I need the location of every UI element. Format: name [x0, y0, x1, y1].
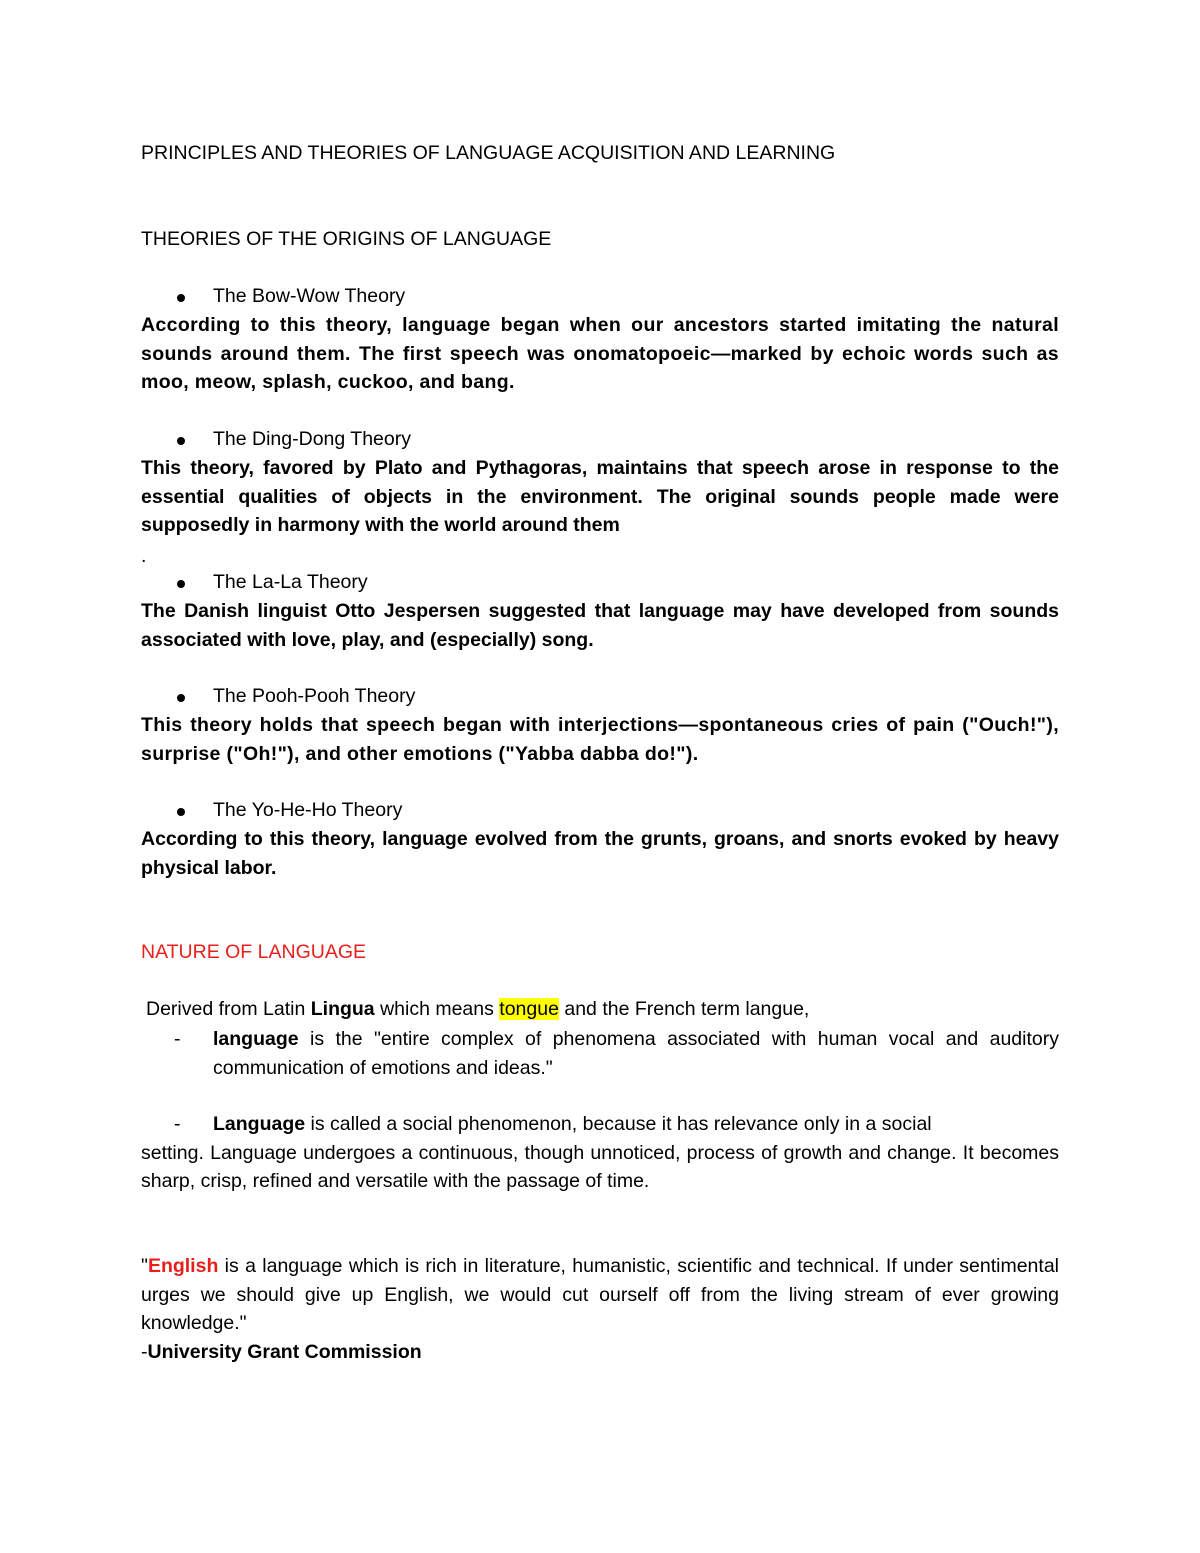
- intro-before: Derived from Latin: [146, 998, 311, 1020]
- intro-middle: which means: [374, 998, 500, 1020]
- attribution-name: University Grant Commission: [147, 1341, 422, 1363]
- nature-item-text: [213, 1025, 1059, 1082]
- theory-item: [141, 282, 1059, 397]
- theory-description: This theory, favored by Plato and Pythagoras, maintains that speech arose in response to the essential qualities of objects in the environment. The original sounds people made were supposedly in harmony with the world around them: [141, 457, 1059, 537]
- item2-first-line: [213, 1110, 932, 1139]
- quote-open: ": [141, 1255, 148, 1277]
- theory-item: [141, 425, 1059, 540]
- document-title: PRINCIPLES AND THEORIES OF LANGUAGE ACQUISITION AND LEARNING: [141, 142, 836, 164]
- theory-item: [141, 682, 1059, 768]
- theory-title: The Pooh-Pooh Theory: [213, 685, 416, 707]
- bullet-icon: [177, 694, 185, 702]
- theory-title: The La-La Theory: [213, 571, 368, 593]
- theory-description: The Danish linguist Otto Jespersen suggested that language may have developed from sounds associated with love, play, and (especially) song.: [141, 600, 1059, 651]
- theory-item: [141, 568, 1059, 654]
- attribution-prefix: -: [141, 1341, 148, 1363]
- theory-title: The Bow-Wow Theory: [213, 285, 406, 307]
- dash-marker: -: [174, 1028, 181, 1050]
- item2-bold: Language: [213, 1113, 306, 1135]
- section-subtitle: THEORIES OF THE ORIGINS OF LANGUAGE: [141, 228, 552, 250]
- intro-bold-lingua: Lingua: [310, 998, 375, 1020]
- theory-description: According to this theory, language evolved from the grunts, groans, and snorts evoked by heavy physical labor.: [141, 828, 1059, 879]
- quote-attribution: [141, 1338, 422, 1367]
- bullet-icon: [177, 294, 185, 302]
- intro-highlight-tongue: tongue: [499, 998, 559, 1020]
- theory-title: The Yo-He-Ho Theory: [213, 799, 403, 821]
- bullet-icon: [177, 437, 185, 445]
- item2-first-line-text: is called a social phenomenon, because it has relevance only in a social: [305, 1113, 932, 1135]
- bullet-icon: [177, 808, 185, 816]
- item2-continuation: setting. Language undergoes a continuous, though unnoticed, process of growth and change. It becomes sharp, crisp, refined and versatile with the passage of time.: [141, 1141, 1059, 1193]
- intro-after: and the French term langue,: [558, 998, 810, 1020]
- item1-definition: is the "entire complex of phenomena associated with human vocal and auditory communication of emotions and ideas.": [213, 1028, 1059, 1079]
- quote-bold-english: English: [147, 1255, 219, 1277]
- english-quote: [141, 1252, 1059, 1338]
- dash-marker: -: [174, 1113, 181, 1135]
- nature-section-heading: NATURE OF LANGUAGE: [141, 941, 367, 963]
- nature-intro: [146, 996, 809, 1022]
- theory-description: This theory holds that speech began with interjections—spontaneous cries of pain ("Ouch!"), surprise ("Oh!"), and other emotions ("Yabba dabba do!").: [141, 714, 1059, 765]
- theory-item: [141, 796, 1059, 882]
- theory-description: According to this theory, language began when our ancestors started imitating the natural sounds around them. The first speech was onomatopoeic—marked by echoic words such as moo, meow, splash, cuckoo, and bang.: [141, 314, 1059, 394]
- nature-list-item: [141, 1110, 1059, 1196]
- item1-bold: language: [213, 1028, 299, 1050]
- document-page: [141, 0, 1059, 1553]
- quote-text: is a language which is rich in literature, humanistic, scientific and technical. If under sentimental urges we should give up English, we would cut ourself off from the living stream of ever growing knowledge.": [141, 1255, 1059, 1335]
- stray-period: .: [141, 545, 147, 567]
- bullet-icon: [177, 580, 185, 588]
- theory-title: The Ding-Dong Theory: [213, 428, 411, 450]
